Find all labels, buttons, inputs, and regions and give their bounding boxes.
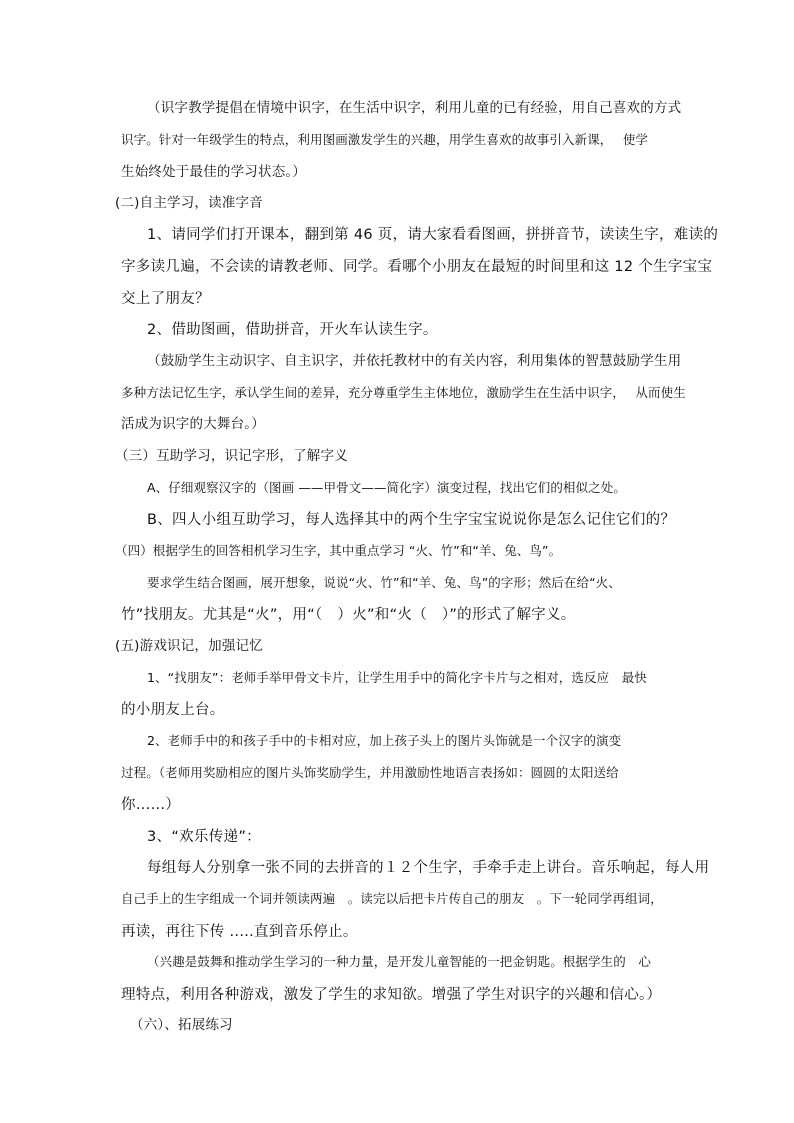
section-heading: （六）、拓展练习 bbox=[130, 1017, 233, 1033]
paragraph-line: （兴趣是鼓舞和推动学生学习的一种力量，是开发儿童智能的一把金钥匙。根据学生的 心 bbox=[147, 954, 652, 969]
paragraph-line: 多种方法记忆生字，承认学生间的差异，充分尊重学生主体地位，激励学生在生活中识字， 从而使生 bbox=[121, 385, 686, 400]
paragraph-line: （鼓励学生主动识字、自主识字，并依托教材中的有关内容，利用集体的智慧鼓励学生用 bbox=[147, 353, 682, 369]
paragraph-line: 活成为识字的大舞台。） bbox=[121, 416, 265, 432]
paragraph-line: 每组每人分别拿一张不同的去拼音的１２个生字，手牵手走上讲台。音乐响起，每人用 bbox=[147, 860, 710, 876]
paragraph-line: 识字。针对一年级学生的特点，利用图画激发学生的兴趣，用学生喜欢的故事引入新课， 使学 bbox=[121, 132, 649, 147]
paragraph-line: 再读，再往下传 .....直到音乐停止。 bbox=[121, 924, 358, 940]
paragraph-line: 2、老师手中的和孩子手中的卡相对应，加上孩子头上的图片头饰就是一个汉字的演变 bbox=[147, 733, 622, 748]
paragraph-line: 过程。（老师用奖励相应的图片头饰奖励学生，并用激励性地语言表扬如：圆圆的太阳送给 bbox=[121, 765, 619, 780]
section-heading: （三）互助学习，识记字形，了解字义 bbox=[115, 448, 348, 464]
paragraph-line: 2、借助图画，借助拼音，开火车认读生字。 bbox=[147, 322, 438, 338]
paragraph-line: 你……） bbox=[121, 797, 181, 813]
section-heading: (五)游戏识记，加强记忆 bbox=[115, 638, 263, 654]
paragraph-line: 竹”找朋友。尤其是“火”，用“（ ）火”和“火（ ）”的形式了解字义。 bbox=[121, 607, 576, 623]
section-heading: (二)自主学习，读准字音 bbox=[115, 195, 263, 211]
section-heading: （四）根据学生的回答相机学习生字，其中重点学习 “火、竹”和“羊、兔、鸟”。 bbox=[115, 543, 562, 558]
paragraph-line: 1、请同学们打开课本，翻到第 46 页，请大家看看图画，拼拼音节，读读生字，难读的 bbox=[147, 227, 719, 243]
paragraph-line: 自己手上的生字组成一个词并领读两遍 。读完以后把卡片传自己的朋友 。下一轮同学再组词， bbox=[121, 891, 663, 906]
paragraph-line: B、四人小组互助学习，每人选择其中的两个生字宝宝说说你是怎么记住它们的？ bbox=[147, 512, 676, 528]
paragraph-line: 交上了朋友？ bbox=[121, 291, 210, 307]
paragraph-line: 理特点，利用各种游戏，激发了学生的求知欲。增强了学生对识字的兴趣和信心。） bbox=[121, 987, 662, 1003]
paragraph-line: （识字教学提倡在情境中识字，在生活中识字，利用儿童的已有经验，用自己喜欢的方式 bbox=[147, 100, 682, 116]
paragraph-line: 要求学生结合图画，展开想象，说说“火、竹”和“羊、兔、鸟”的字形；然后在给“火、 bbox=[147, 575, 621, 590]
paragraph-line: 生始终处于最佳的学习状态。） bbox=[121, 164, 307, 180]
paragraph-line: 3、“欢乐传递”： bbox=[147, 829, 261, 845]
paragraph-line: 1、“找朋友”：老师手举甲骨文卡片，让学生用手中的简化字卡片与之相对，选反应 最快 bbox=[147, 670, 648, 685]
paragraph-line: 字多读几遍，不会读的请教老师、同学。看哪个小朋友在最短的时间里和这 12 个生字宝宝 bbox=[121, 259, 713, 275]
paragraph-line: A、仔细观察汉字的（图画 ——甲骨文——简化字）演变过程，找出它们的相似之处。 bbox=[147, 480, 626, 495]
paragraph-line: 的小朋友上台。 bbox=[121, 702, 225, 718]
